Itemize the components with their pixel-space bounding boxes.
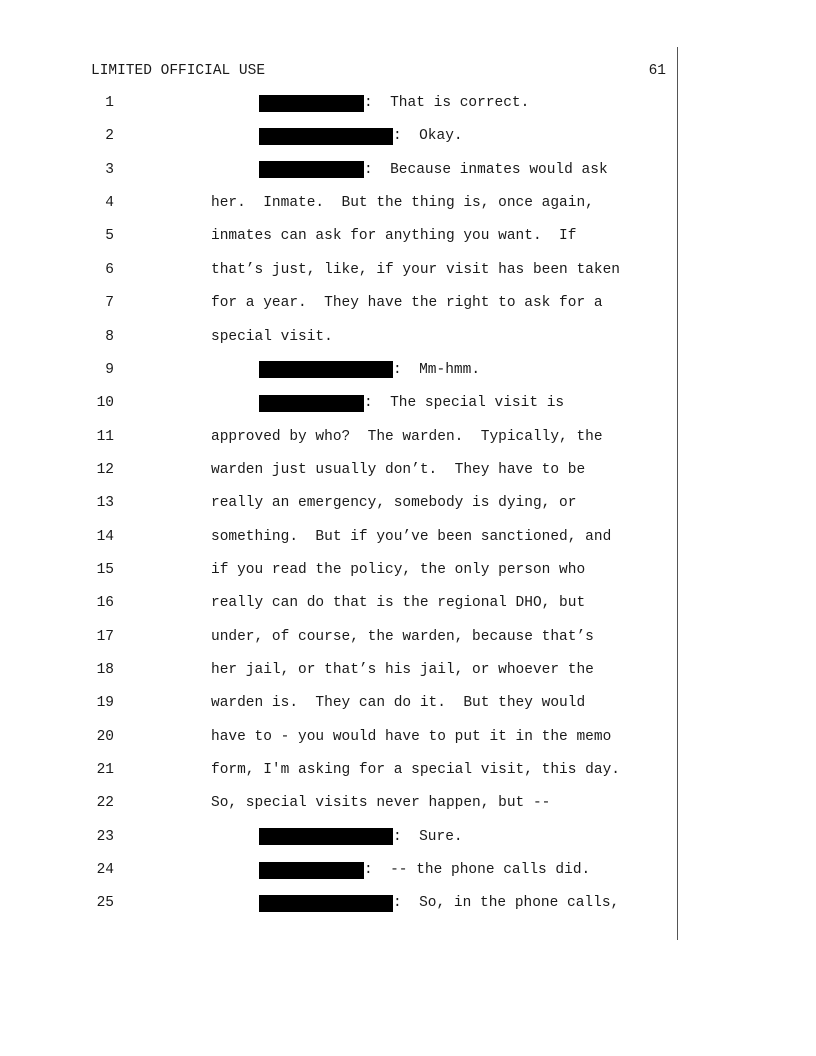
transcript-line xyxy=(0,493,816,513)
speech-text: : Okay. xyxy=(393,128,463,145)
transcript-line xyxy=(0,393,816,413)
speaker-turn xyxy=(259,860,590,880)
speech-text: : So, in the phone calls, xyxy=(393,895,620,912)
speaker-turn xyxy=(259,827,463,847)
transcript-line xyxy=(0,360,816,380)
speech-text: that’s just, like, if your visit has been taken xyxy=(211,261,620,278)
transcript-line xyxy=(0,793,816,813)
redacted-speaker-name xyxy=(259,361,393,378)
speech-text: : That is correct. xyxy=(364,95,530,111)
line-number: 8 xyxy=(105,328,114,345)
redacted-speaker-name xyxy=(259,161,364,178)
speech-text: : Mm-hmm. xyxy=(393,361,481,378)
line-number: 11 xyxy=(96,428,114,445)
line-number: 5 xyxy=(105,228,114,245)
redacted-speaker-name xyxy=(259,95,364,112)
transcript-line xyxy=(0,427,816,447)
transcript-line xyxy=(0,660,816,680)
line-number: 21 xyxy=(96,762,114,778)
transcript-line xyxy=(0,460,816,480)
speech-text: something. But if you’ve been sanctioned, and xyxy=(211,528,612,545)
redacted-speaker-name xyxy=(259,895,393,912)
line-number: 3 xyxy=(105,161,114,178)
transcript-line xyxy=(0,160,816,180)
redacted-speaker-name xyxy=(259,828,393,845)
line-number: 25 xyxy=(96,895,114,912)
speaker-turn xyxy=(259,893,619,913)
transcript-line xyxy=(0,126,816,146)
line-number: 1 xyxy=(105,95,114,111)
line-number: 24 xyxy=(96,862,114,879)
line-number: 22 xyxy=(96,795,114,812)
speech-text: : -- the phone calls did. xyxy=(364,862,591,879)
speech-text: : Because inmates would ask xyxy=(364,161,608,178)
transcript-line xyxy=(0,693,816,713)
line-number: 2 xyxy=(105,128,114,145)
speech-text: : Sure. xyxy=(393,828,463,845)
redacted-speaker-name xyxy=(259,128,393,145)
speech-text: for a year. They have the right to ask for a xyxy=(211,295,603,312)
line-number: 16 xyxy=(96,595,114,612)
speech-text: : The special visit is xyxy=(364,395,565,412)
line-number: 18 xyxy=(96,662,114,678)
transcript-line xyxy=(0,527,816,547)
speaker-turn xyxy=(259,160,608,180)
transcript-line xyxy=(0,860,816,880)
speech-text: So, special visits never happen, but -- xyxy=(211,795,551,812)
speaker-turn xyxy=(259,360,480,380)
line-number: 15 xyxy=(96,561,114,578)
redacted-speaker-name xyxy=(259,862,364,879)
line-number: 13 xyxy=(96,495,114,512)
speech-text: special visit. xyxy=(211,328,333,345)
line-number: 7 xyxy=(105,295,114,312)
speaker-turn xyxy=(259,393,564,413)
redacted-speaker-name xyxy=(259,395,364,412)
classification-label: LIMITED OFFICIAL USE xyxy=(91,63,266,79)
transcript-line xyxy=(0,327,816,347)
transcript-line xyxy=(0,93,816,113)
transcript-line xyxy=(0,893,816,913)
line-number: 23 xyxy=(96,828,114,845)
speech-text: really an emergency, somebody is dying, or xyxy=(211,495,577,512)
transcript-line xyxy=(0,293,816,313)
speech-text: approved by who? The warden. Typically, the xyxy=(211,428,603,445)
transcript-line xyxy=(0,727,816,747)
speech-text: inmates can ask for anything you want. If xyxy=(211,228,577,245)
line-number: 20 xyxy=(96,728,114,745)
line-number: 19 xyxy=(96,695,114,712)
speech-text: warden just usually don’t. They have to be xyxy=(211,461,586,478)
transcript-line xyxy=(0,627,816,647)
transcript-line xyxy=(0,760,816,780)
speaker-turn xyxy=(259,126,463,146)
transcript-line xyxy=(0,560,816,580)
speech-text: have to - you would have to put it in the memo xyxy=(211,728,612,745)
line-number: 6 xyxy=(105,261,114,278)
transcript-line xyxy=(0,193,816,213)
line-number: 17 xyxy=(96,628,114,645)
line-number: 12 xyxy=(96,461,114,478)
speech-text: warden is. They can do it. But they would xyxy=(211,695,586,712)
line-number: 9 xyxy=(105,361,114,378)
transcript-line xyxy=(0,226,816,246)
page-number: 61 xyxy=(648,63,666,79)
speech-text: under, of course, the warden, because that’s xyxy=(211,628,594,645)
speech-text: really can do that is the regional DHO, but xyxy=(211,595,586,612)
speech-text: her jail, or that’s his jail, or whoever the xyxy=(211,662,594,678)
line-number: 10 xyxy=(96,395,114,412)
transcript-line xyxy=(0,827,816,847)
line-number: 14 xyxy=(96,528,114,545)
speech-text: form, I'm asking for a special visit, this day. xyxy=(211,762,620,778)
transcript-line xyxy=(0,260,816,280)
speech-text: if you read the policy, the only person who xyxy=(211,561,586,578)
speech-text: her. Inmate. But the thing is, once again, xyxy=(211,195,594,212)
transcript-line xyxy=(0,593,816,613)
line-number: 4 xyxy=(105,195,114,212)
speaker-turn xyxy=(259,93,529,113)
